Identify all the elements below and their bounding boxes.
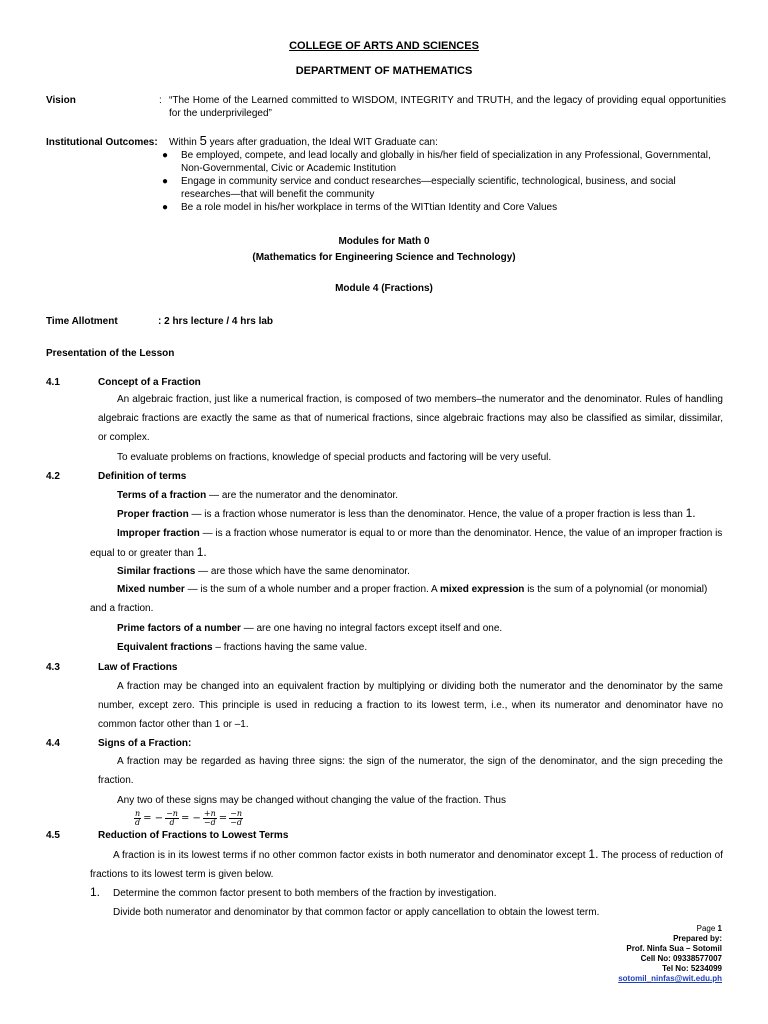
- email-link[interactable]: sotomil_ninfas@wit.edu.ph: [618, 974, 722, 983]
- time-value: : 2 hrs lecture / 4 hrs lab: [158, 316, 274, 327]
- author-name: Prof. Ninfa Sua – Sotomil: [626, 944, 722, 953]
- definition-item: Improper fraction — is a fraction whose numerator is equal to or more than the denominator. Hence, the value of an improper fraction is equal to or greater than 1.: [90, 528, 723, 559]
- section-paragraph: A fraction is in its lowest terms if no other common factor exists in both numerator and denominator except 1. The process of reduction of fractions to its lowest term is given below.: [90, 847, 723, 880]
- definition-item: Proper fraction — is a fraction whose numerator is less than the denominator. Hence, the value of a proper fraction is less than 1.: [117, 506, 696, 520]
- page-footer: [618, 924, 722, 984]
- section-paragraph: To evaluate problems on fractions, knowledge of special products and factoring will be very useful.: [117, 452, 552, 463]
- fraction: $\frac{-n}{-d}$: [230, 809, 242, 827]
- college-heading: COLLEGE OF ARTS AND SCIENCES: [289, 40, 479, 52]
- vision-label: Vision: [46, 95, 76, 106]
- section-title: Concept of a Fraction: [98, 377, 201, 388]
- modules-title: Modules for Math 0: [338, 236, 430, 247]
- section-number: 4.2: [46, 471, 60, 482]
- equation-operator: = −: [180, 813, 201, 824]
- step-number: 1.: [90, 885, 101, 899]
- time-label: Time Allotment: [46, 316, 118, 327]
- vision-text: “The Home of the Learned committed to WISDOM, INTEGRITY and TRUTH, and the legacy of providing equal opportunities for the underprivileged”: [169, 95, 726, 119]
- definition-item: Equivalent fractions – fractions having the same value.: [117, 642, 368, 653]
- tel-number: Tel No: 5234099: [662, 964, 722, 973]
- equation-operator: =: [218, 813, 228, 824]
- outcomes-label: Institutional Outcomes:: [46, 137, 158, 148]
- step-text: Divide both numerator and denominator by that common factor or apply cancellation to obtain the lowest term.: [113, 907, 600, 918]
- outcome-bullet: ● Be employed, compete, and lead locally and globally in his/her field of specialization in any Professional, Governmental, Non-Governmental, Civic or Academic Institution: [162, 150, 711, 174]
- signs-equation: [133, 810, 244, 827]
- department-heading: DEPARTMENT OF MATHEMATICS: [295, 65, 473, 77]
- outcome-bullet: ● Be a role model in his/her workplace in terms of the WITtian Identity and Core Values: [162, 202, 558, 213]
- bullet-dot-icon: ●: [162, 202, 169, 213]
- modules-subtitle: (Mathematics for Engineering Science and Technology): [252, 252, 516, 263]
- section-title: Definition of terms: [98, 471, 187, 482]
- fraction: $\frac{+n}{-d}$: [203, 809, 216, 827]
- page-number: Page 1: [696, 924, 722, 933]
- presentation-heading: Presentation of the Lesson: [46, 348, 175, 359]
- fraction: $\frac{n}{d}$: [135, 809, 141, 827]
- definition-item: Prime factors of a number — are one having no integral factors except itself and one.: [117, 623, 503, 634]
- section-title: Law of Fractions: [98, 662, 178, 673]
- section-title: Signs of a Fraction:: [98, 738, 192, 749]
- module-name: Module 4 (Fractions): [335, 283, 433, 294]
- definition-item: Terms of a fraction — are the numerator and the denominator.: [117, 490, 399, 501]
- definition-item: Mixed number — is the sum of a whole number and a proper fraction. A mixed expression is the sum of a polynomial (or monomial) and a fraction.: [90, 584, 708, 614]
- section-paragraph: An algebraic fraction, just like a numerical fraction, is composed of two members–the numerator and the denominator. Rules of handling algebraic fractions are exactly the same as that of numerical fractions, since algebraic fractions may also be classified as similar, dissimilar, or complex.: [98, 394, 723, 443]
- fraction: $\frac{-n}{d}$: [166, 809, 178, 827]
- outcomes-intro: Within 5 years after graduation, the Ideal WIT Graduate can:: [169, 133, 438, 148]
- section-number: 4.5: [46, 830, 60, 841]
- section-number: 4.3: [46, 662, 60, 673]
- section-title: Reduction of Fractions to Lowest Terms: [98, 830, 289, 841]
- bullet-dot-icon: ●: [162, 176, 169, 187]
- bullet-dot-icon: ●: [162, 150, 169, 161]
- section-paragraph: A fraction may be regarded as having three signs: the sign of the numerator, the sign of the denominator, and the sign preceding the fraction.: [98, 756, 723, 786]
- cell-number: Cell No: 09338577007: [640, 954, 722, 963]
- section-number: 4.4: [46, 738, 60, 749]
- section-paragraph: Any two of these signs may be changed without changing the value of the fraction. Thus: [117, 795, 506, 806]
- prepared-by: Prepared by:: [673, 934, 722, 943]
- outcome-bullet: ● Engage in community service and conduct researches—especially scientific, technological, business, and social researches—that will benefit the community: [162, 176, 676, 200]
- vision-colon: :: [159, 95, 162, 106]
- section-paragraph: A fraction may be changed into an equivalent fraction by multiplying or dividing both the numerator and the denominator by the same number, except zero. This principle is used in reducing a fraction to its lowest term, i.e., when its numerator and denominator have no common factor other than 1 or –1.: [98, 681, 723, 730]
- equation-operator: = −: [143, 813, 164, 824]
- definition-item: Similar fractions — are those which have the same denominator.: [117, 566, 410, 577]
- step-text: Determine the common factor present to both members of the fraction by investigation.: [113, 888, 497, 899]
- section-number: 4.1: [46, 377, 60, 388]
